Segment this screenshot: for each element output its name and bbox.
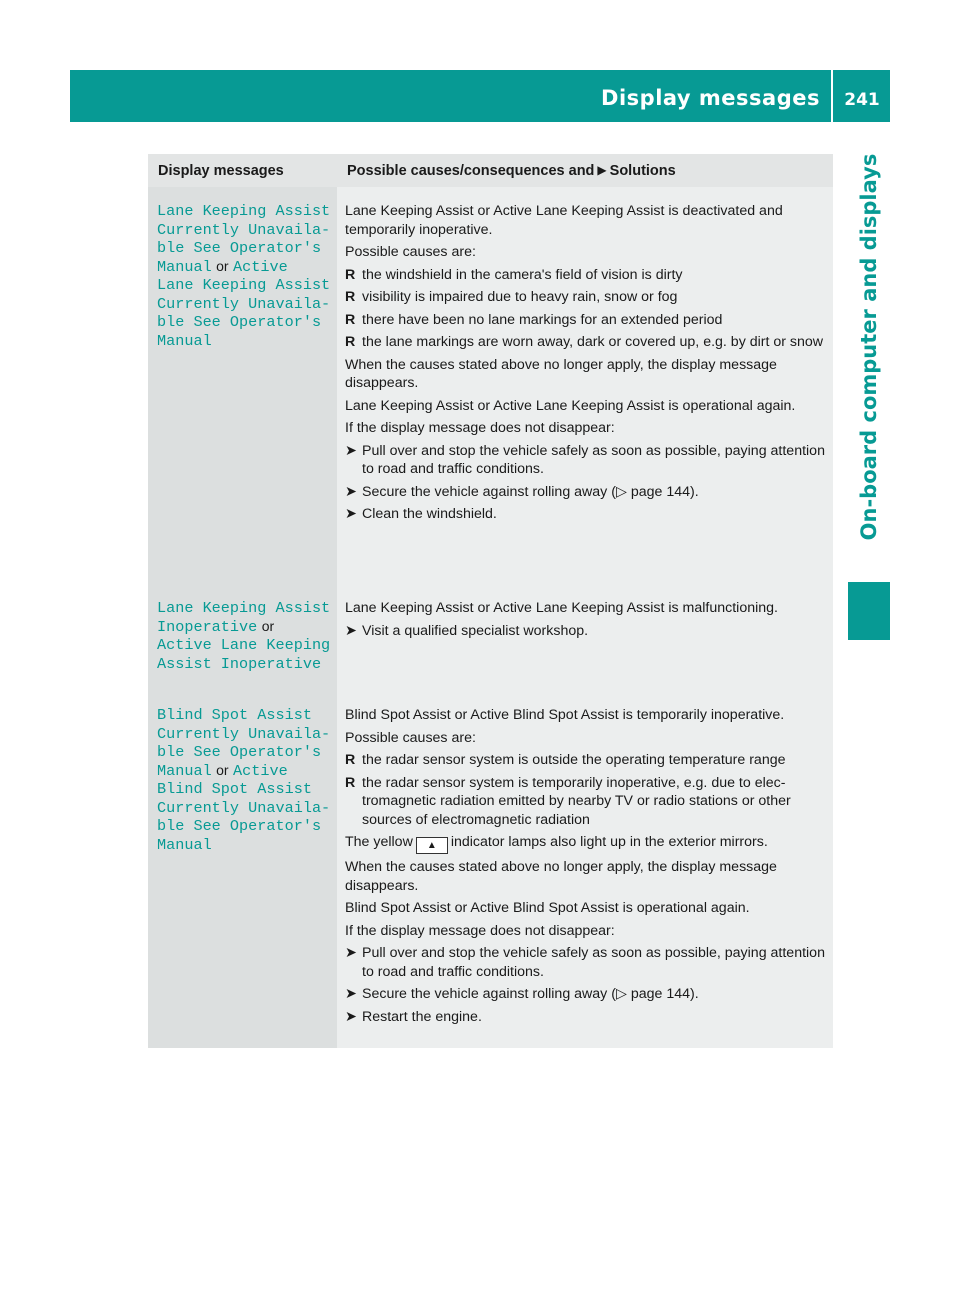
header-separator xyxy=(831,70,833,122)
description-text: Lane Keeping Assist or Active Lane Keeping Assist is malfunctioning. xyxy=(345,600,778,616)
solution-cell xyxy=(337,187,833,584)
description-text: Possible causes are: xyxy=(345,244,476,260)
display-message-text: Lane Keeping Assist Inoperative xyxy=(157,599,331,636)
table-row xyxy=(148,584,833,691)
action-step: ➤ Secure the vehicle against rolling away (▷ page 144). xyxy=(345,483,699,500)
display-message-text: Active Blind Spot Assist Currently Unavaila‑ ble See Operator's Manual xyxy=(157,761,331,854)
action-step: ➤ Pull over and stop the vehicle safely as soon as possible, paying attention to road and traffic conditions. xyxy=(345,945,825,980)
bullet-r-icon: R xyxy=(345,266,356,283)
display-message-text: Active Lane Keeping Assist Inoperative xyxy=(157,636,331,673)
arrow-right-icon: ➤ xyxy=(345,622,357,639)
list-item: R the radar sensor system is temporarily inoperative, e.g. due to elec- tromagnetic radiation emitted by nearby TV or radio stations or other sources of electromagnetic radiation xyxy=(345,774,791,828)
page-title: Display messages xyxy=(601,86,820,110)
list-item: R the lane markings are worn away, dark or covered up, e.g. by dirt or snow xyxy=(345,334,824,350)
arrow-right-icon: ➤ xyxy=(345,506,357,522)
triangle-right-icon: ▷ xyxy=(615,483,627,500)
message-cell xyxy=(148,691,337,1048)
column-header-solutions: Possible causes/consequences and ▶ Solutions xyxy=(337,154,833,187)
arrow-right-icon: ➤ xyxy=(345,986,357,1002)
message-cell xyxy=(148,187,337,584)
bullet-r-icon: R xyxy=(345,752,356,768)
description-text: Lane Keeping Assist or Active Lane Keeping Assist is operational again. xyxy=(345,397,796,414)
action-step: ➤ Pull over and stop the vehicle safely as soon as possible, paying attention to road and traffic conditions. xyxy=(345,442,825,477)
page-number: 241 xyxy=(844,90,880,110)
bullet-r-icon: R xyxy=(345,289,356,305)
solution-cell xyxy=(337,691,833,1048)
action-step: ➤ Visit a qualified specialist workshop. xyxy=(345,622,589,639)
chapter-label: On-board computer and displays xyxy=(857,153,881,541)
table-row xyxy=(148,187,833,584)
display-message-text: Lane Keeping Assist Currently Unavaila‑ ble See Operator's Manual xyxy=(157,202,331,276)
description-text: When the causes stated above no longer apply, the display message disappears. xyxy=(345,356,777,391)
arrow-right-icon: ▶ xyxy=(597,163,607,177)
header-bar xyxy=(70,70,890,122)
description-text: When the causes stated above no longer apply, the display message disappears. xyxy=(345,859,777,894)
list-item: R there have been no lane markings for an extended period xyxy=(345,311,723,328)
description-text: If the display message does not disappear: xyxy=(345,420,615,436)
arrow-right-icon: ➤ xyxy=(345,483,357,500)
or-label: or xyxy=(216,257,229,274)
arrow-right-icon: ➤ xyxy=(345,945,357,961)
description-text: Blind Spot Assist or Active Blind Spot Assist is operational again. xyxy=(345,900,750,916)
display-message-text: Blind Spot Assist Currently Unavaila‑ ble See Operator's Manual xyxy=(157,706,331,780)
side-chapter-tab xyxy=(848,122,890,642)
table-header-row xyxy=(148,154,833,187)
bullet-r-icon: R xyxy=(345,311,356,328)
list-item: R visibility is impaired due to heavy rain, snow or fog xyxy=(345,289,678,305)
page-reference-link[interactable]: page 144). xyxy=(630,483,699,500)
description-text: Lane Keeping Assist or Active Lane Keeping Assist is deactivated and temporarily inoperative. xyxy=(345,203,783,238)
chapter-marker-box xyxy=(848,582,890,640)
message-cell xyxy=(148,584,337,691)
column-header-messages: Display messages xyxy=(148,154,337,187)
description-text: The yellow ▲ indicator lamps also light up in the exterior mirrors. xyxy=(345,833,825,854)
list-item: R the windshield in the camera's field of vision is dirty xyxy=(345,266,683,283)
or-label: or xyxy=(216,761,229,778)
action-step: ➤ Restart the engine. xyxy=(345,1008,482,1025)
solution-cell xyxy=(337,584,833,691)
arrow-right-icon: ➤ xyxy=(345,1008,357,1025)
arrow-right-icon: ➤ xyxy=(345,442,357,459)
triangle-right-icon: ▷ xyxy=(615,986,627,1002)
table-row xyxy=(148,691,833,1048)
bullet-r-icon: R xyxy=(345,774,356,791)
display-messages-table xyxy=(148,154,833,1048)
description-text: If the display message does not disappear: xyxy=(345,922,615,939)
description-text: Blind Spot Assist or Active Blind Spot Assist is temporarily inoperative. xyxy=(345,707,785,723)
blind-spot-warning-icon: ▲ xyxy=(416,837,448,854)
page-reference-link[interactable]: page 144). xyxy=(630,986,699,1002)
bullet-r-icon: R xyxy=(345,334,356,350)
list-item: R the radar sensor system is outside the operating temperature range xyxy=(345,752,786,768)
description-text: Possible causes are: xyxy=(345,729,476,746)
display-message-text: Active Lane Keeping Assist Currently Unavaila‑ ble See Operator's Manual xyxy=(157,257,331,350)
or-label: or xyxy=(261,617,275,634)
action-step: ➤ Clean the windshield. xyxy=(345,506,497,522)
action-step: ➤ Secure the vehicle against rolling away (▷ page 144). xyxy=(345,986,699,1002)
